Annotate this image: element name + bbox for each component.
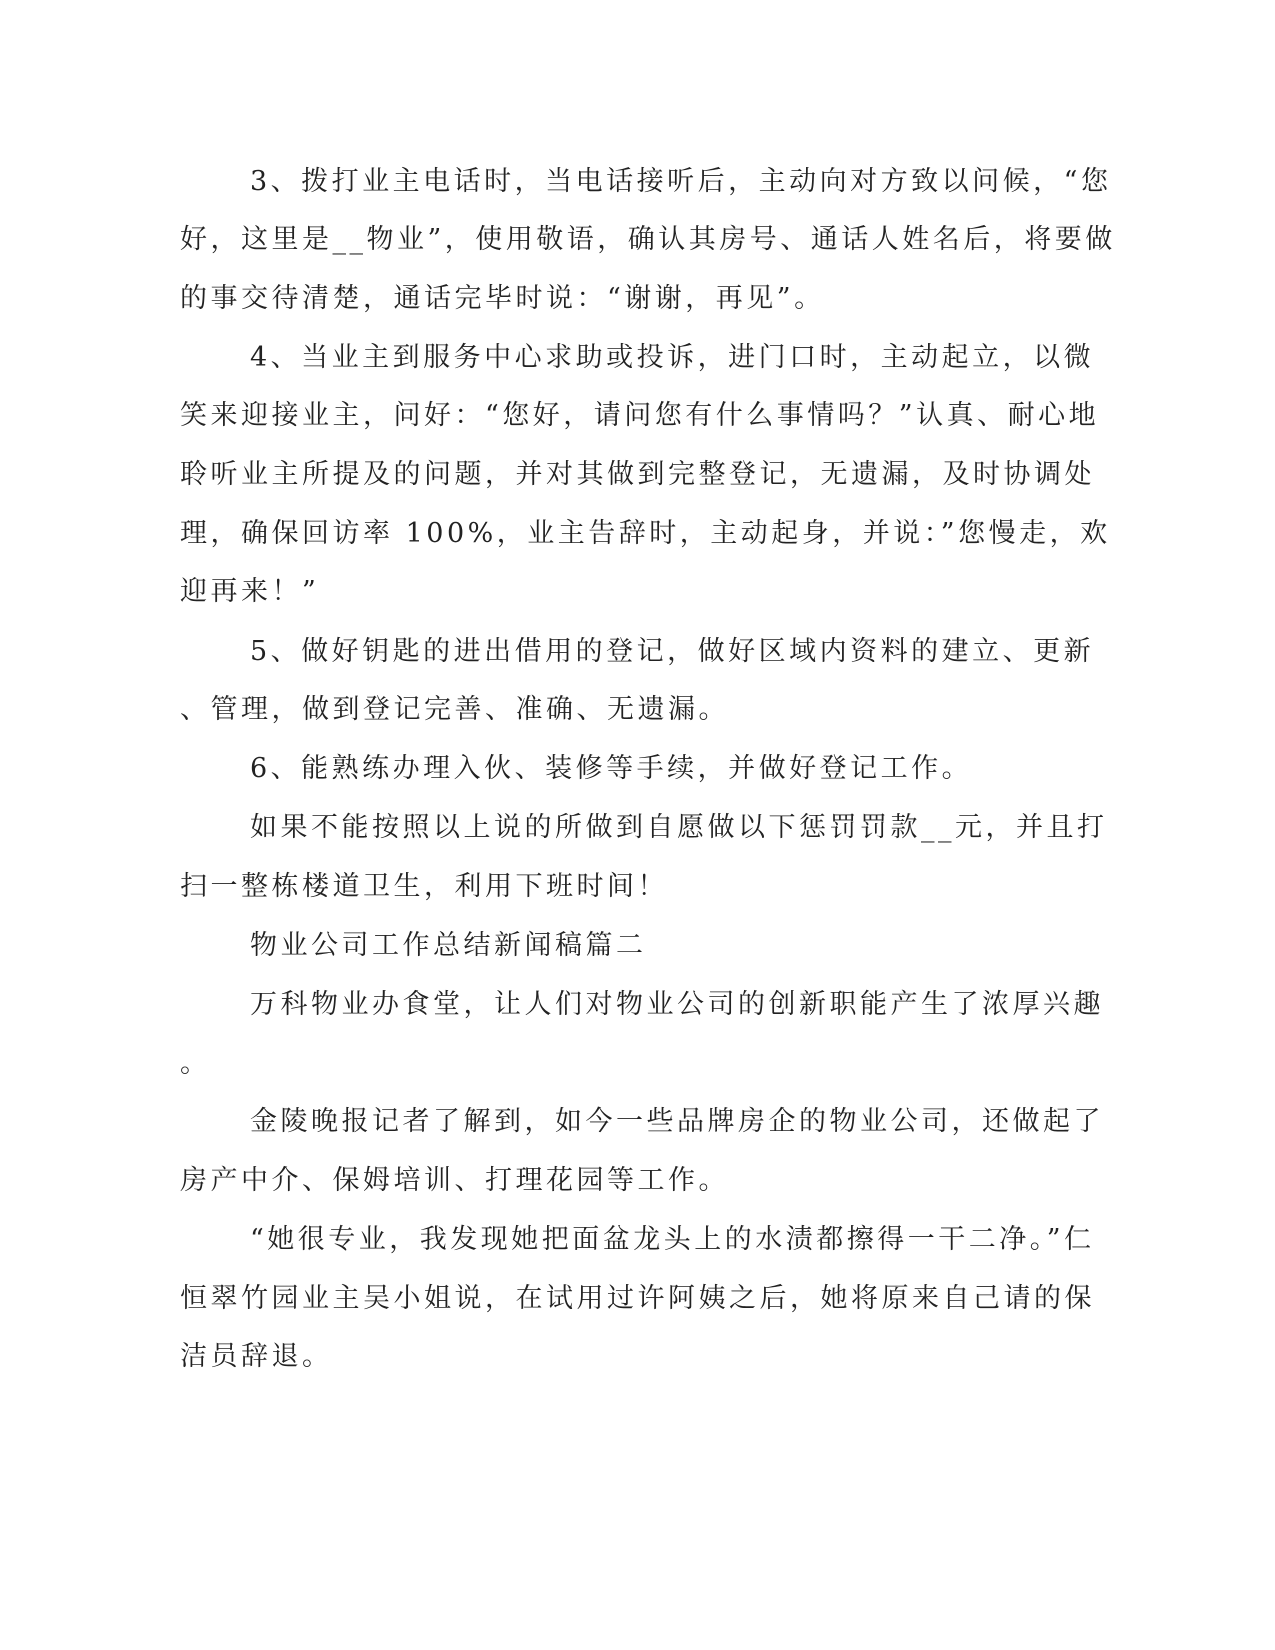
text-line: 笑来迎接业主，问好：“您好，请问您有什么事情吗？”认真、耐心地 [180,400,1100,431]
text-line: 、管理，做到登记完善、准确、无遗漏。 [180,694,729,725]
text-line: “她很专业，我发现她把面盆龙头上的水渍都擦得一干二净。”仁 [250,1224,1095,1255]
text-line: 迎再来！” [180,576,320,607]
text-line: 扫一整栋楼道卫生，利用下班时间！ [180,871,668,902]
section-heading: 物业公司工作总结新闻稿篇二 [250,930,647,961]
text-line: 聆听业主所提及的问题，并对其做到完整登记，无遗漏，及时协调处 [180,459,1095,490]
text-line: 金陵晚报记者了解到，如今一些品牌房企的物业公司，还做起了 [250,1106,1104,1137]
text-line: 好，这里是__物业”，使用敬语，确认其房号、通话人姓名后，将要做 [180,224,1116,255]
text-line: 洁员辞退。 [180,1341,333,1372]
text-line: 。 [180,1048,211,1079]
text-line: 理，确保回访率 100%，业主告辞时，主动起身，并说：”您慢走，欢 [180,518,1111,549]
text-line: 3、拨打业主电话时，当电话接听后，主动向对方致以问候，“您 [250,166,1112,197]
text-line: 的事交待清楚，通话完毕时说：“谢谢，再见”。 [180,283,825,314]
text-line: 如果不能按照以上说的所做到自愿做以下惩罚罚款__元，并且打 [250,812,1108,843]
text-line: 4、当业主到服务中心求助或投诉，进门口时，主动起立，以微 [250,342,1095,373]
text-line: 万科物业办食堂，让人们对物业公司的创新职能产生了浓厚兴趣 [250,989,1104,1020]
text-line: 6、能熟练办理入伙、装修等手续，并做好登记工作。 [250,753,973,784]
text-line: 恒翠竹园业主吴小姐说，在试用过许阿姨之后，她将原来自己请的保 [180,1283,1095,1314]
text-line: 房产中介、保姆培训、打理花园等工作。 [180,1165,729,1196]
text-line: 5、做好钥匙的进出借用的登记，做好区域内资料的建立、更新 [250,636,1095,667]
